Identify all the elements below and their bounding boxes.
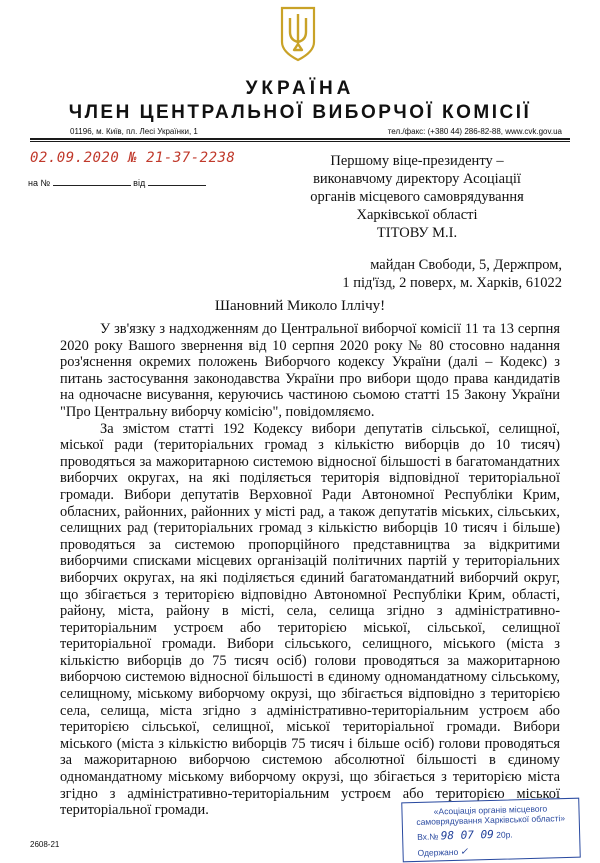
incoming-stamp [401,798,581,863]
from-label: від [133,178,146,188]
greeting: Шановний Миколо Іллічу! [214,298,386,314]
letterhead-address: 01196, м. Київ, пл. Лесі Українки, 1 [70,127,198,136]
letterhead-contacts: тел./факс: (+380 44) 286-82-88, www.cvk.gov.ua [387,127,562,136]
letterhead-rule-thin [30,141,570,142]
stamp-year: 20р. [496,829,513,840]
recipient-address-line: майдан Свободи, 5, Держпром, [370,257,562,273]
registration-line [28,177,206,188]
from-blank [148,177,206,186]
handwritten-registration: 02.09.2020 № 21-37-2238 [30,150,236,166]
body-paragraph: У зв'язку з надходженням до Центральної виборчої комісії 11 та 13 серпня 2020 року Вашого звернення від 10 серпня 2020 року № 80 стосовно надання роз'яснення окремих положень Виборчого кодексу України (далі – Кодекс) з питань застосування законодавства України про вибори щодо права кандидатів на одночасне висування, керуючись частиною сьомою статті 15 Закону України "Про Центральну виборчу комісію", повідомляємо. [60,321,560,420]
recipient-address [262,256,562,292]
stamp-incoming-label: Вх.№ [417,831,439,842]
stamp-title: «Асоціація органів місцевого самоврядування Харківської області» [416,803,566,827]
trident-emblem-icon [278,4,318,62]
stamp-received-label: Одержано [417,846,459,858]
letterhead-country: УКРАЇНА [245,78,355,99]
recipient-line: ТІТОВУ М.І. [376,225,458,241]
stamp-incoming-row [417,826,579,843]
recipient-line: органів місцевого самоврядування [310,189,524,205]
number-blank [53,177,131,186]
number-label: на № [28,178,51,188]
body-paragraph: За змістом статті 192 Кодексу вибори депутатів сільської, селищної, міської ради (територіальних громад з кількістю виборців до 10 тисяч) проводяться за мажоритарною системою відносної більшості в багатомандатних виборчих округах, на які поділяється територія відповідної територіальної громади. Вибори депутатів Верховної Ради Автономної Республіки Крим, обласних, районних, районних у місті рад, а також депутатів міських, сільських, селищних рад (територіальних громад з кількістю виборців 10 тисяч і більше) проводяться за системою пропорційного представництва за відкритими виборчими списками місцевих організацій політичних партій у територіальних виборчих округах, на які поділяється єдиний багатомандатний виборчий округ, що збігається з територією відповідно Автономної Республіки Крим, області, району, міста, району в місті, села, селища згідно з адміністративно-територіальним устроєм або територією міської, сільської, селищної територіальної громади. Вибори сільського, селищного, міського (міста з кількістю виборців до 75 тисяч осіб) голови проводяться за мажоритарною виборчою системою відносної більшості в єдиному одномандатному сільському, селищному, міському виборчому окрузі, що збігається відповідно з територією села, селища, міста згідно з адміністративно-територіальним устроєм або територією сільської, селищної, міської територіальної громади. Вибори міського (міста з кількістю виборців 75 тисяч і більше осіб) голови проводяться за мажоритарною виборчою системою абсолютної більшості в єдиному одномандатному міському виборчому окрузі, що збігається з територією міста згідно з адміністративно-територіальним устроєм або територією міської територіальної громади. [60,420,560,819]
recipient-line: Першому віце-президенту – [330,153,504,169]
stamp-signature-icon: ✓ [460,844,468,858]
letterhead-organization: ЧЛЕН ЦЕНТРАЛЬНОЇ ВИБОРЧОЇ КОМІСІЇ [68,102,532,123]
letterhead-rule [30,138,570,140]
recipient-line: Харківської області [356,207,478,223]
document-code: 2608-21 [30,840,60,849]
recipient-block [272,152,562,242]
recipient-line: виконавчому директору Асоціації [313,171,521,187]
stamp-incoming-value: 98 07 09 [440,827,494,843]
stamp-received-row [417,842,579,859]
letter-body [60,321,560,819]
recipient-address-line: 1 під'їзд, 2 поверх, м. Харків, 61022 [342,275,562,291]
